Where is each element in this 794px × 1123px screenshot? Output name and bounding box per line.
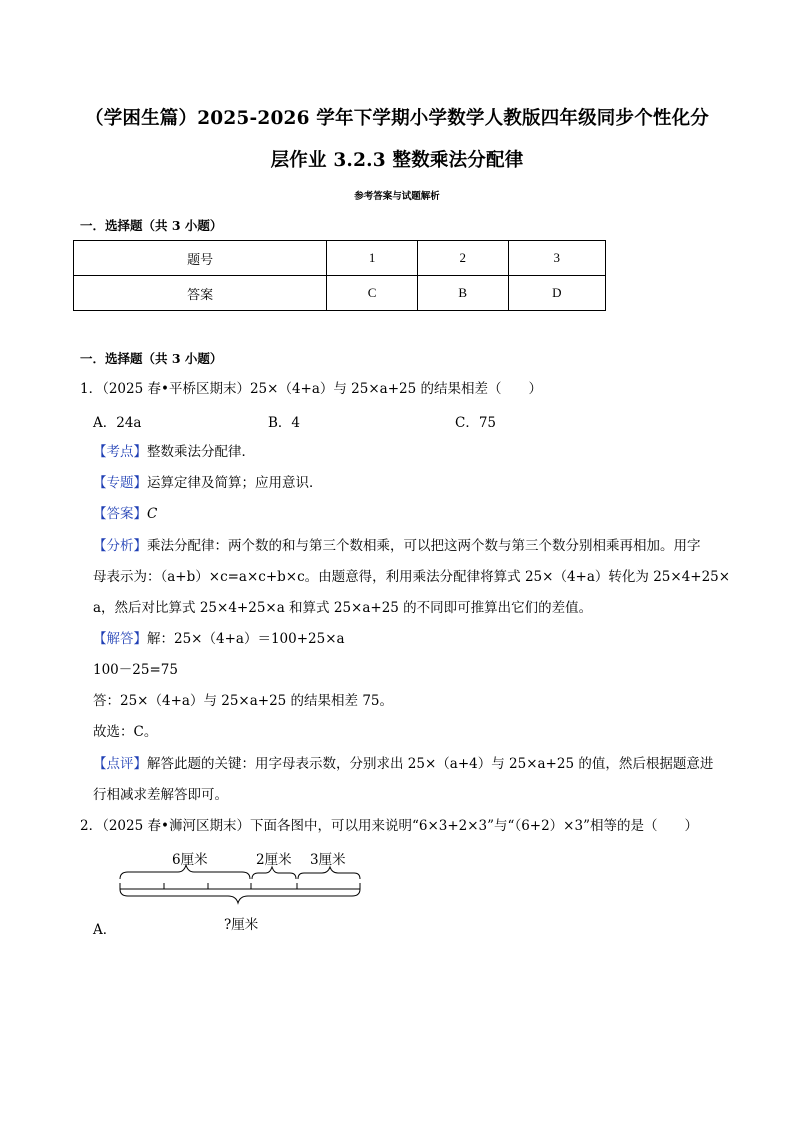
question-1-jieda-line-3: 答：25×（4+a）与 25×a+25 的结果相差 75。: [93, 693, 394, 709]
question-1-dianping-line-2: 行相减求差解答即可。: [93, 787, 228, 803]
question-1-jieda-line-4: 故选：C。: [93, 724, 158, 740]
daan-tag: 【答案】: [93, 506, 147, 522]
table-cell: 题号: [74, 241, 327, 276]
table-cell: 3: [508, 241, 605, 276]
question-1-dianping-line-1: [93, 754, 713, 774]
question-1-stem: 1．（2025 春•平桥区期末）25×（4+a）与 25×a+25 的结果相差（ ）: [80, 381, 542, 397]
table-cell: B: [417, 276, 508, 311]
section-heading-questions: 一．选择题（共 3 小题）: [80, 351, 223, 366]
document-subtitle: 参考答案与试题解析: [354, 191, 440, 202]
table-row: [74, 276, 606, 311]
table-cell: D: [508, 276, 605, 311]
table-cell: 1: [327, 241, 418, 276]
question-2-option-a-diagram: [110, 845, 370, 935]
diagram-label-bottom: ?厘米: [224, 917, 259, 933]
answer-table: [73, 240, 606, 311]
question-1-jieda-line-1: [93, 629, 345, 649]
question-1-kaodian: [93, 442, 255, 462]
jieda-text: 解：25×（4+a）＝100+25×a: [147, 631, 345, 647]
question-2-stem: 2．（2025 春•浉河区期末）下面各图中，可以用来说明“6×3+2×3”与“（6+2）×3”相等的是（ ）: [80, 818, 698, 834]
section-heading-answer-key: 一．选择题（共 3 小题）: [80, 218, 223, 233]
top-brace-mid: [252, 867, 296, 879]
diagram-label-left: 6厘米: [172, 852, 208, 868]
document-title-line-2: 层作业 3.2.3 整数乘法分配律: [270, 150, 524, 171]
question-1-option-a: A．24a: [93, 415, 142, 431]
question-1-answer: [93, 504, 157, 524]
table-cell: 答案: [74, 276, 327, 311]
question-1-option-b: B．4: [268, 415, 301, 431]
daan-text: C: [147, 506, 158, 522]
kaodian-tag: 【考点】: [93, 444, 147, 460]
table-cell: 2: [417, 241, 508, 276]
question-1-fenxi-line-2: 母表示为：（a+b）×c=a×c+b×c。由题意得，利用乘法分配律将算式 25×（4+a）转化为 25×4+25×: [93, 569, 731, 585]
diagram-label-right: 3厘米: [310, 852, 346, 868]
dianping-text: 解答此题的关键：用字母表示数，分别求出 25×（a+4）与 25×a+25 的值，然后根据题意进: [147, 756, 714, 772]
bottom-brace: [120, 889, 360, 903]
dianping-tag: 【点评】: [93, 756, 147, 772]
top-brace-left: [120, 865, 250, 879]
jieda-tag: 【解答】: [93, 631, 147, 647]
table-row: [74, 241, 606, 276]
fenxi-tag: 【分析】: [93, 538, 147, 554]
document-title-line-1: （学困生篇）2025-2026 学年下学期小学数学人教版四年级同步个性化分: [85, 108, 709, 129]
fenxi-text: 乘法分配律：两个数的和与第三个数相乘，可以把这两个数与第三个数分别相乘再相加。用字: [147, 538, 701, 554]
table-cell: C: [327, 276, 418, 311]
zhuanti-tag: 【专题】: [93, 475, 147, 491]
question-1-zhuanti: [93, 473, 323, 493]
question-1-jieda-line-2: 100－25=75: [93, 662, 178, 678]
diagram-label-mid: 2厘米: [256, 852, 292, 868]
question-2-option-a-label: A．: [93, 922, 117, 938]
question-1-fenxi-line-3: a，然后对比算式 25×4+25×a 和算式 25×a+25 的不同即可推算出它们的差值。: [93, 600, 593, 616]
top-brace-right: [298, 867, 360, 879]
kaodian-text: 整数乘法分配律．: [147, 444, 255, 460]
zhuanti-text: 运算定律及简算；应用意识．: [147, 475, 323, 491]
question-1-fenxi-line-1: [93, 536, 701, 556]
question-1-option-c: C．75: [455, 415, 497, 431]
